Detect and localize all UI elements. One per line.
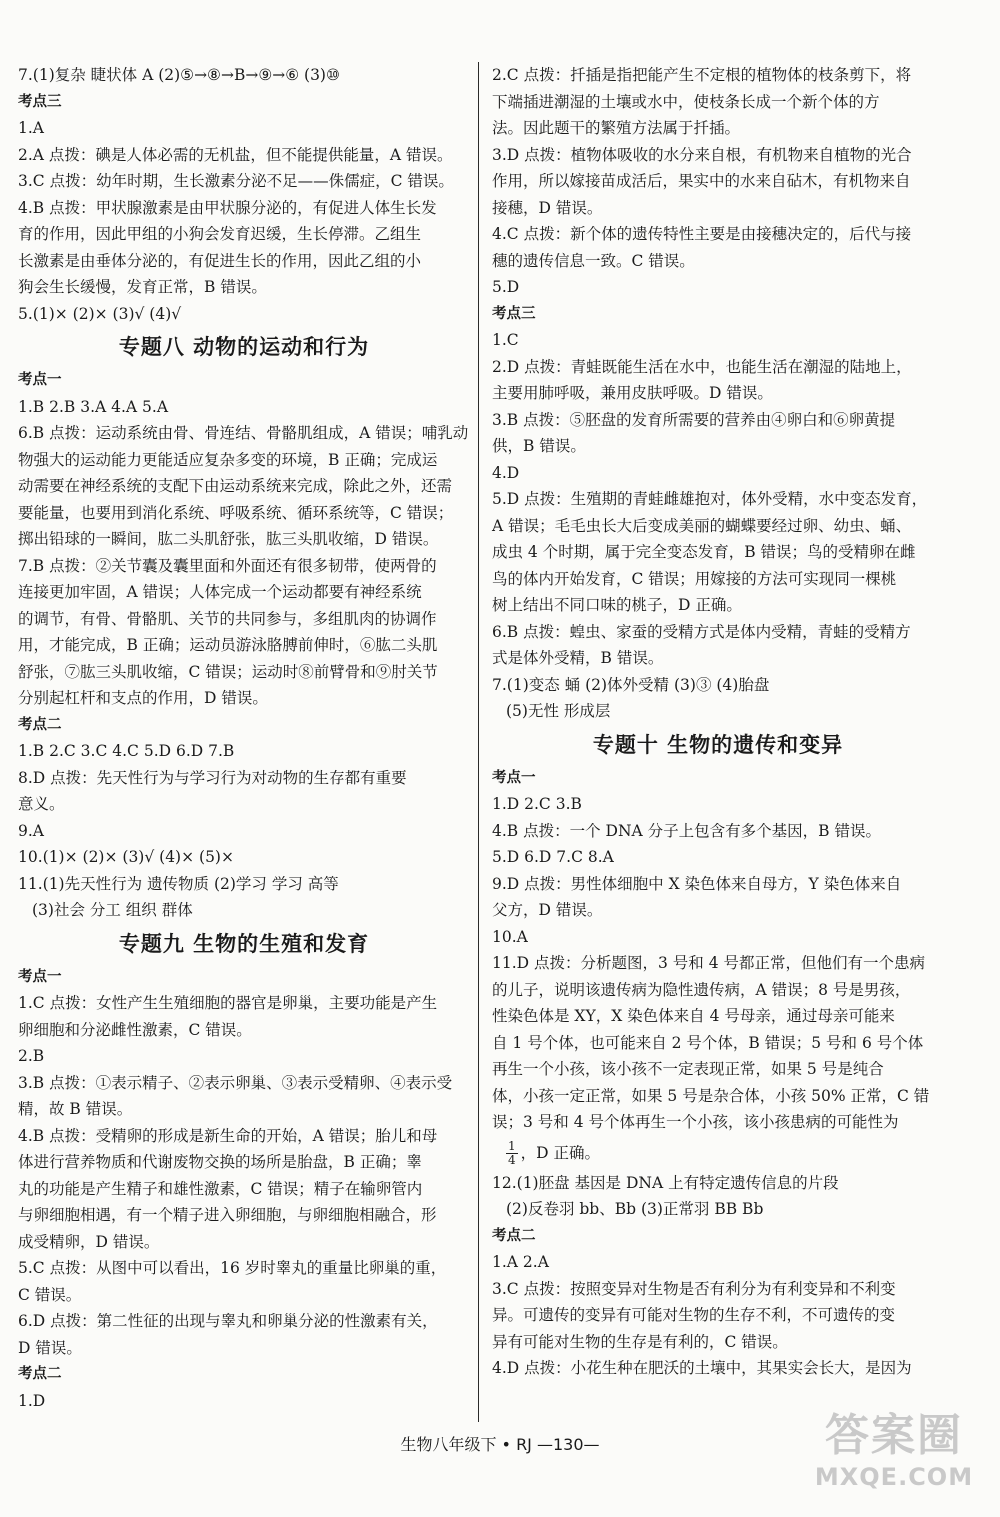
answer-line: 3.C 点拨：幼年时期，生长激素分泌不足——侏儒症，C 错误。 (18, 172, 454, 190)
answer-line: 4.B 点拨：甲状腺激素是由甲状腺分泌的，有促进人体生长发 (18, 198, 437, 217)
answer-line: 1.B 2.B 3.A 4.A 5.A (18, 397, 169, 416)
answer-line: 2.D 点拨：青蛙既能生活在水中，也能生活在潮湿的陆地上， (492, 357, 912, 376)
section-heading: 专题九 生物的生殖和发育 (118, 931, 370, 956)
answer-line: 父方，D 错误。 (492, 901, 603, 919)
answer-line: 1.D (18, 1391, 46, 1410)
answer-line: 穗的遗传信息一致。C 错误。 (492, 251, 695, 270)
answer-line: 狗会生长缓慢，发育正常，B 错误。 (18, 278, 267, 296)
answer-line: 掷出铅球的一瞬间，肱二头肌舒张，肱三头肌收缩，D 错误。 (18, 530, 439, 548)
exam-point-label: 考点三 (18, 93, 62, 110)
watermark (804, 1409, 984, 1499)
answer-line: 4.D 点拨：小花生种在肥沃的土壤中，其果实会长大，是因为 (492, 1359, 912, 1377)
answer-line: 4.B 点拨：一个 DNA 分子上包含有多个基因，B 错误。 (492, 821, 881, 840)
answer-line: 鸟的体内开始发育，C 错误；用嫁接的方法可实现同一棵桃 (492, 569, 897, 588)
exam-point-label: 考点二 (492, 1227, 536, 1244)
answer-line: 2.C 点拨：扦插是指把能产生不定根的植物体的枝条剪下，将 (492, 66, 912, 84)
answer-line: 7.(1)变态 蛹 (2)体外受精 (3)③ (4)胎盘 (492, 675, 770, 694)
answer-line: 的儿子，说明该遗传病为隐性遗传病，A 错误；8 号是男孩， (492, 980, 911, 999)
answer-line: 要能量，也要用到消化系统、呼吸系统、循环系统等，C 错误； (18, 503, 454, 522)
answer-line: 5.D (492, 278, 520, 296)
fraction-denominator: 4 (508, 1153, 516, 1167)
answer-line: 1.C 点拨：女性产生生殖细胞的器官是卵巢，主要功能是产生 (18, 994, 438, 1012)
answer-line: 10.(1)× (2)× (3)√ (4)× (5)× (18, 848, 234, 866)
answer-line: 意义。 (18, 795, 65, 813)
answer-line: 1.B 2.C 3.C 4.C 5.D 6.D 7.B (18, 742, 235, 760)
watermark-url: MXQE.COM (814, 1463, 974, 1491)
exam-point-label: 考点三 (492, 305, 536, 322)
section-heading: 专题十 生物的遗传和变异 (592, 732, 844, 757)
answer-line: 9.D 点拨：男性体细胞中 X 染色体来自母方，Y 染色体来自 (492, 874, 902, 893)
answer-line: 分别起杠杆和支点的作用，D 错误。 (18, 689, 268, 707)
answer-line: 性染色体是 XY，X 染色体来自 4 号母亲，通过母亲可能来 (492, 1007, 895, 1025)
answer-line: C 错误。 (18, 1285, 82, 1304)
answer-line: 的调节，有骨、骨骼肌、关节的共同参与，多组肌肉的协调作 (18, 609, 437, 628)
answer-line: 精，故 B 错误。 (18, 1100, 133, 1118)
answer-line: 3.B 点拨：⑤胚盘的发育所需要的营养由④卵白和⑥卵黄提 (492, 410, 896, 429)
answer-line: (5)无性 形成层 (506, 702, 611, 720)
answer-line: 8.D 点拨：先天性行为与学习行为对动物的生存都有重要 (18, 768, 407, 787)
answer-line: D 错误。 (18, 1338, 82, 1357)
answer-line: 11.(1)先天性行为 遗传物质 (2)学习 学习 高等 (18, 874, 339, 893)
answer-line: 2.A 点拨：碘是人体必需的无机盐，但不能提供能量，A 错误。 (18, 145, 453, 164)
answer-line: 异有可能对生物的生存是有利的，C 错误。 (492, 1332, 788, 1351)
right-column (492, 62, 944, 1382)
answer-line: (3)社会 分工 组织 群体 (32, 901, 193, 919)
answer-line: 动需要在神经系统的支配下由运动系统来完成，除此之外，还需 (18, 477, 453, 495)
answer-line (492, 1136, 944, 1170)
answer-line: 12.(1)胚盘 基因是 DNA 上有特定遗传信息的片段 (492, 1173, 839, 1192)
column-divider (478, 62, 479, 1422)
answer-line: 3.B 点拨：①表示精子、②表示卵巢、③表示受精卵、④表示受 (18, 1073, 453, 1092)
answer-line: 5.D 6.D 7.C 8.A (492, 848, 614, 866)
answer-line: 6.B 点拨：蝗虫、家蚕的受精方式是体内受精，青蛙的受精方 (492, 622, 911, 641)
left-column (18, 62, 470, 1414)
answer-line: 用，才能完成，B 正确；运动员游泳胳膊前伸时，⑥肱二头肌 (18, 636, 438, 654)
answer-line: 3.D 点拨：植物体吸收的水分来自根，有机物来自植物的光合 (492, 145, 912, 164)
answer-line: 物强大的运动能力更能适应复杂多变的环境，B 正确；完成运 (18, 450, 438, 469)
answer-line: 式是体外受精，B 错误。 (492, 649, 664, 667)
answer-line: 异。可遗传的变异有可能对生物的生存不利，不可遗传的变 (492, 1306, 896, 1324)
answer-line: 1.A (18, 119, 44, 137)
answer-line: 1.A 2.A (492, 1253, 549, 1271)
answer-line: 体，小孩一定正常，如果 5 号是杂合体，小孩 50% 正常，C 错 (492, 1086, 930, 1105)
answer-line: 树上结出不同口味的桃子，D 正确。 (492, 596, 742, 614)
answer-line: 5.(1)× (2)× (3)√ (4)√ (18, 304, 182, 323)
answer-line: 1.D 2.C 3.B (492, 795, 582, 813)
answer-line: 成虫 4 个时期，属于完全变态发育，B 错误；鸟的受精卵在雌 (492, 543, 916, 561)
answer-line: A 错误；毛毛虫长大后变成美丽的蝴蝶要经过卵、幼虫、蛹、 (492, 516, 912, 535)
exam-point-label: 考点二 (18, 716, 62, 733)
answer-line: 11.D 点拨：分析题图，3 号和 4 号都正常，但他们有一个患病 (492, 954, 926, 972)
answer-line: 连接更加牢固，A 错误；人体完成一个运动都要有神经系统 (18, 583, 422, 601)
answer-line: 法。因此题干的繁殖方法属于扦插。 (492, 119, 741, 137)
fraction-text: ，D 正确。 (520, 1143, 600, 1162)
answer-line: 3.C 点拨：按照变异对生物是否有利分为有利变异和不利变 (492, 1279, 896, 1298)
answer-line: 与卵细胞相遇，有一个精子进入卵细胞，与卵细胞相融合，形 (18, 1206, 437, 1224)
answer-line: 10.A (492, 927, 528, 946)
section-heading: 专题八 动物的运动和行为 (118, 335, 370, 359)
answer-line: 接穗，D 错误。 (492, 198, 603, 217)
exam-point-label: 考点一 (18, 372, 62, 388)
exam-point-label: 考点一 (492, 769, 536, 786)
watermark-logo: 答案圈 (825, 1410, 963, 1461)
answer-line: 4.B 点拨：受精卵的形成是新生命的开始，A 错误；胎儿和母 (18, 1126, 438, 1145)
answer-line: 2.B (18, 1047, 45, 1065)
answer-line: 1.C (492, 331, 519, 349)
answer-line: 5.C 点拨：从图中可以看出，16 岁时睾丸的重量比卵巢的重， (18, 1259, 447, 1277)
exam-point-label: 考点二 (18, 1366, 62, 1382)
answer-line: 6.B 点拨：运动系统由骨、骨连结、骨骼肌组成，A 错误；哺乳动 (18, 424, 469, 442)
answer-line: (2)反卷羽 bb、Bb (3)正常羽 BB Bb (506, 1200, 764, 1218)
answer-line: 4.C 点拨：新个体的遗传特性主要是由接穗决定的，后代与接 (492, 225, 912, 243)
answer-line: 7.B 点拨：②关节囊及囊里面和外面还有很多韧带，使两骨的 (18, 556, 437, 575)
answer-line: 舒张，⑦肱三头肌收缩，C 错误；运动时⑧前臂骨和⑨肘关节 (18, 662, 438, 681)
answer-line: 下端插进潮湿的土壤或水中，使枝条长成一个新个体的方 (492, 92, 880, 111)
answer-line: 长激素是由垂体分泌的，有促进生长的作用，因此乙组的小 (18, 251, 422, 270)
answer-line: 误；3 号和 4 号个体再生一个小孩，该小孩患病的可能性为 (492, 1113, 899, 1131)
answer-line: 5.D 点拨：生殖期的青蛙雌雄抱对，体外受精，水中变态发育， (492, 490, 928, 508)
answer-line: 9.A (18, 821, 44, 840)
answer-line: 育的作用，因此甲组的小狗会发育迟缓，生长停滞。乙组生 (18, 225, 422, 243)
answer-line: 6.D 点拨：第二性征的出现与睾丸和卵巢分泌的性激素有关， (18, 1312, 438, 1330)
answer-line: 体进行营养物质和代谢废物交换的场所是胎盘，B 正确；睾 (18, 1153, 422, 1171)
answer-line: 再生一个小孩，该小孩不一定表现正常，如果 5 号是纯合 (492, 1060, 884, 1078)
answer-line: 供，B 错误。 (492, 437, 586, 455)
answer-line: 成受精卵，D 错误。 (18, 1232, 160, 1251)
answer-line: 作用，所以嫁接苗成活后，果实中的水来自砧木，有机物来自 (492, 172, 911, 190)
answer-line: 丸的功能是产生精子和雄性激素，C 错误；精子在输卵管内 (18, 1179, 423, 1198)
fraction-numerator: 1 (508, 1139, 516, 1153)
answer-line: 4.D (492, 463, 520, 482)
answer-line: 自 1 号个体，也可能来自 2 号个体，B 错误；5 号和 6 号个体 (492, 1033, 924, 1052)
page-footer: 生物八年级下 • RJ —130— (400, 1435, 600, 1454)
exam-point-label: 考点一 (18, 968, 62, 985)
fraction (506, 1140, 518, 1167)
answer-line: 卵细胞和分泌雌性激素，C 错误。 (18, 1020, 252, 1039)
answer-line: 7.(1)复杂 睫状体 A (2)⑤→⑧→B→⑨→⑥ (3)⑩ (18, 66, 340, 84)
answer-line: 主要用肺呼吸，兼用皮肤呼吸。D 错误。 (492, 384, 773, 402)
